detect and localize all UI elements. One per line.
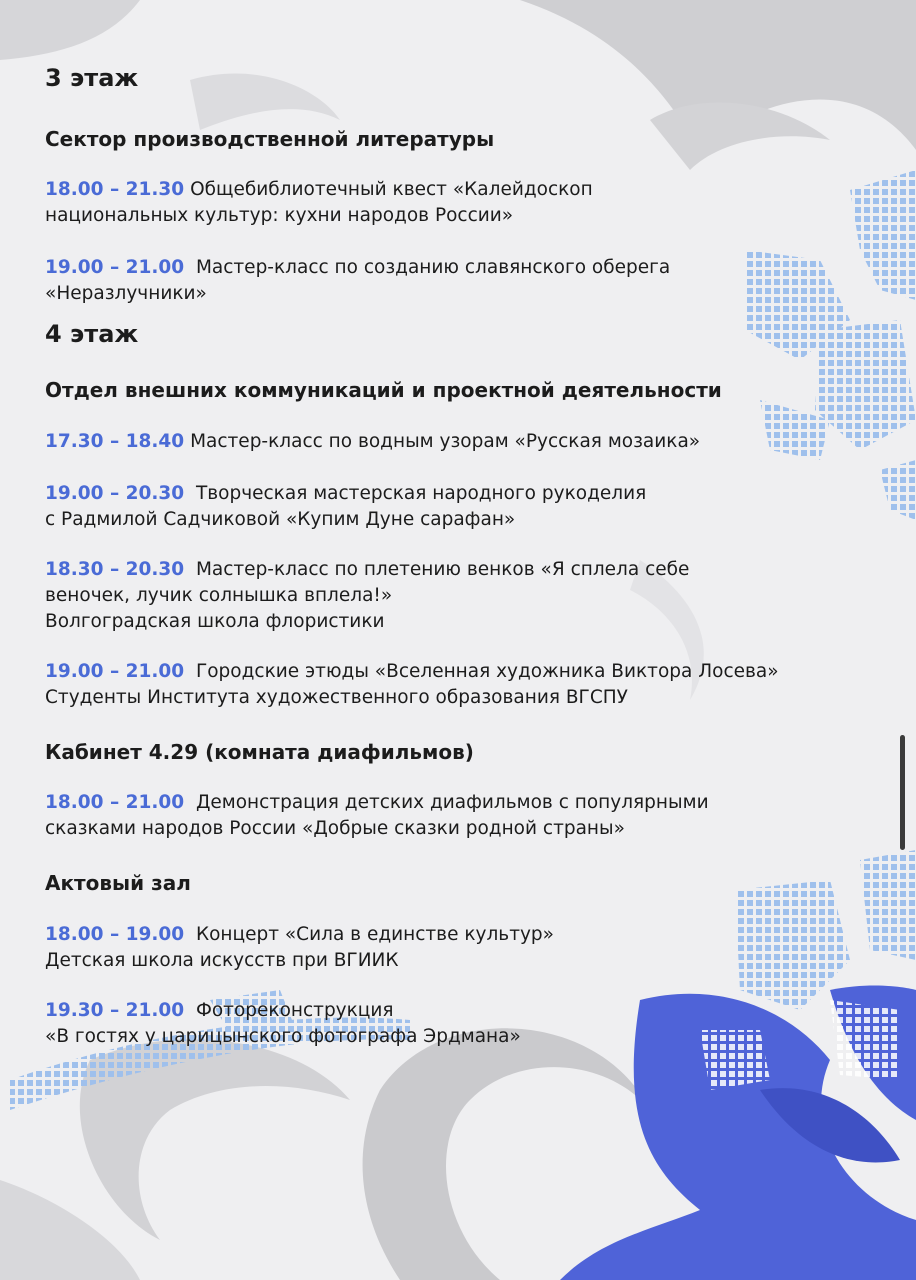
event-description: Фотореконструкция (195, 1000, 394, 1021)
section-heading-room-4-29: Кабинет 4.29 (комната диафильмов) (45, 740, 474, 764)
event-description: «Неразлучники» (45, 283, 207, 304)
scrollbar-thumb[interactable] (900, 735, 905, 850)
event-description: Мастер-класс по созданию славянского оберега (195, 257, 671, 278)
event-description: Детская школа искусств при ВГИИК (45, 950, 399, 971)
event-description: с Радмилой Садчиковой «Купим Дуне сарафан» (45, 509, 516, 530)
section-heading-production-literature: Сектор производственной литературы (45, 127, 495, 151)
event-item (45, 557, 689, 635)
event-description: Творческая мастерская народного рукоделия (195, 483, 647, 504)
event-description: Демонстрация детских диафильмов с популярными (195, 792, 709, 813)
event-description: национальных культур: кухни народов России» (45, 205, 514, 226)
event-item (45, 922, 554, 974)
event-description: Волгоградская школа флористики (45, 611, 385, 632)
event-description: Городские этюды «Вселенная художника Виктора Лосева» (195, 661, 779, 682)
event-item (45, 790, 709, 842)
section-heading-assembly-hall: Актовый зал (45, 871, 191, 895)
section-heading-external-communications: Отдел внешних коммуникаций и проектной деятельности (45, 378, 722, 402)
event-time: 18.00 – 21.00 (45, 792, 185, 813)
event-time: 19.00 – 21.00 (45, 661, 185, 682)
event-time: 19.30 – 21.00 (45, 1000, 185, 1021)
event-item (45, 998, 521, 1050)
floor-heading-3: 3 этаж (45, 64, 139, 92)
event-time: 17.30 – 18.40 (45, 431, 185, 452)
event-description: Мастер-класс по водным узорам «Русская мозаика» (190, 431, 701, 452)
event-item (45, 177, 593, 229)
event-item (45, 659, 779, 711)
event-description: Студенты Института художественного образования ВГСПУ (45, 687, 628, 708)
event-description: Концерт «Сила в единстве культур» (195, 924, 554, 945)
event-description: «В гостях у царицынского фотографа Эрдмана» (45, 1026, 521, 1047)
floor-heading-4: 4 этаж (45, 320, 139, 348)
event-item (45, 481, 646, 533)
event-time: 18.30 – 20.30 (45, 559, 185, 580)
event-description: Мастер-класс по плетению венков «Я сплела себе (195, 559, 690, 580)
event-time: 18.00 – 19.00 (45, 924, 185, 945)
event-time: 19.00 – 20.30 (45, 483, 185, 504)
event-description: веночек, лучик солнышка вплела!» (45, 585, 393, 606)
event-time: 18.00 – 21.30 (45, 179, 185, 200)
event-item (45, 255, 670, 307)
event-item (45, 429, 700, 455)
event-description: Общебиблиотечный квест «Калейдоскоп (190, 179, 593, 200)
event-description: сказками народов России «Добрые сказки родной страны» (45, 818, 625, 839)
event-time: 19.00 – 21.00 (45, 257, 185, 278)
